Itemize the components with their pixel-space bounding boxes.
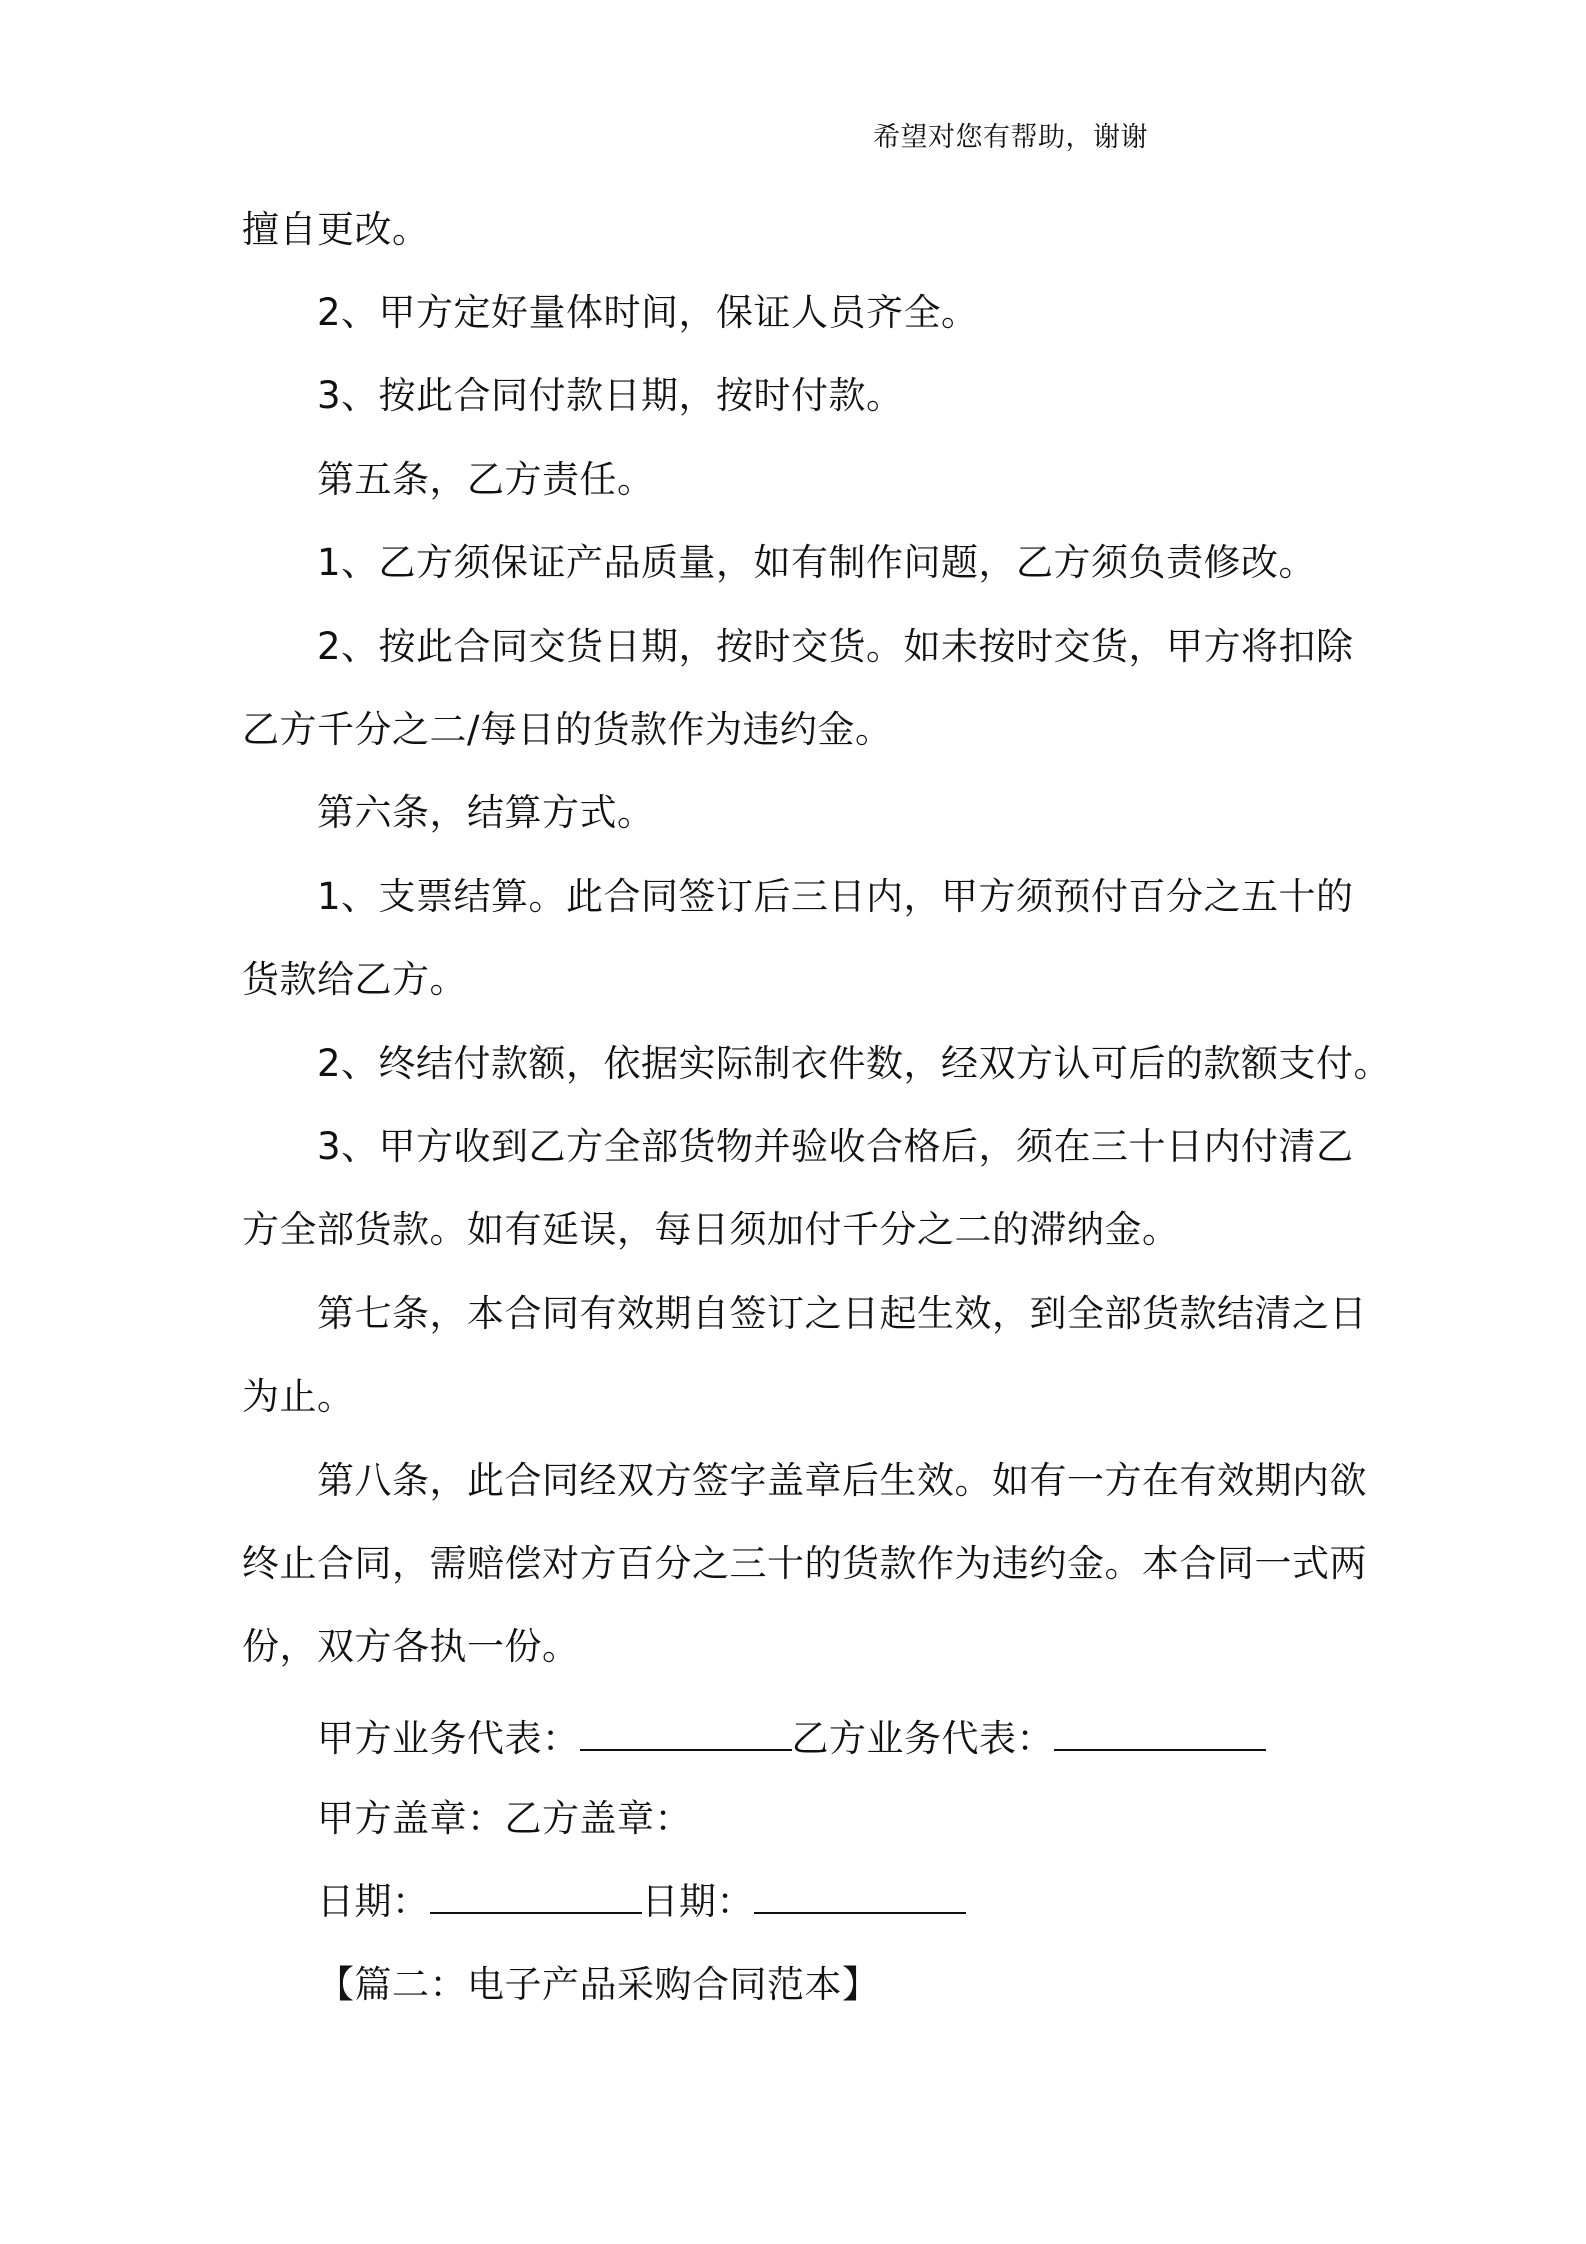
paragraph-line: 3、按此合同付款日期，按时付款。	[317, 374, 904, 417]
party-a-rep-label: 甲方业务代表：	[317, 1717, 580, 1760]
representative-signature-line	[317, 1714, 1266, 1764]
date-b-label: 日期：	[641, 1880, 754, 1923]
party-b-rep-blank	[1054, 1719, 1266, 1751]
clause-heading: 第八条，此合同经双方签字盖章后生效。如有一方在有效期内欲	[317, 1459, 1367, 1502]
clause-heading: 第六条，结算方式。	[317, 791, 655, 834]
paragraph-line: 1、乙方须保证产品质量，如有制作问题，乙方须负责修改。	[317, 541, 1317, 584]
date-a-blank	[430, 1882, 642, 1914]
date-a-label: 日期：	[317, 1880, 430, 1923]
paragraph-line: 2、按此合同交货日期，按时交货。如未按时交货，甲方将扣除	[317, 625, 1354, 668]
clause-heading: 第七条，本合同有效期自签订之日起生效，到全部货款结清之日	[317, 1292, 1367, 1335]
paragraph-line: 1、支票结算。此合同签订后三日内，甲方须预付百分之五十的	[317, 875, 1354, 918]
paragraph-line: 终止合同，需赔偿对方百分之三十的货款作为违约金。本合同一式两	[242, 1542, 1367, 1585]
paragraph-line: 乙方千分之二/每日的货款作为违约金。	[242, 708, 893, 751]
seal-line: 甲方盖章：乙方盖章：	[317, 1797, 692, 1840]
paragraph-line: 方全部货款。如有延误，每日须加付千分之二的滞纳金。	[242, 1208, 1180, 1251]
paragraph-line: 3、甲方收到乙方全部货物并验收合格后，须在三十日内付清乙	[317, 1125, 1354, 1168]
section-title: 【篇二：电子产品采购合同范本】	[317, 1963, 880, 2006]
paragraph-line: 擅自更改。	[242, 208, 430, 251]
party-a-rep-blank	[580, 1719, 792, 1751]
paragraph-line: 2、终结付款额，依据实际制衣件数，经双方认可后的款额支付。	[317, 1042, 1392, 1085]
date-b-blank	[754, 1882, 966, 1914]
date-line	[317, 1877, 966, 1927]
paragraph-line: 2、甲方定好量体时间，保证人员齐全。	[317, 291, 979, 334]
paragraph-line: 份，双方各执一份。	[242, 1625, 580, 1668]
header-note: 希望对您有帮助，谢谢	[873, 122, 1148, 153]
party-b-rep-label: 乙方业务代表：	[791, 1717, 1054, 1760]
paragraph-line: 为止。	[242, 1375, 355, 1418]
clause-heading: 第五条，乙方责任。	[317, 458, 655, 501]
paragraph-line: 货款给乙方。	[242, 958, 467, 1001]
